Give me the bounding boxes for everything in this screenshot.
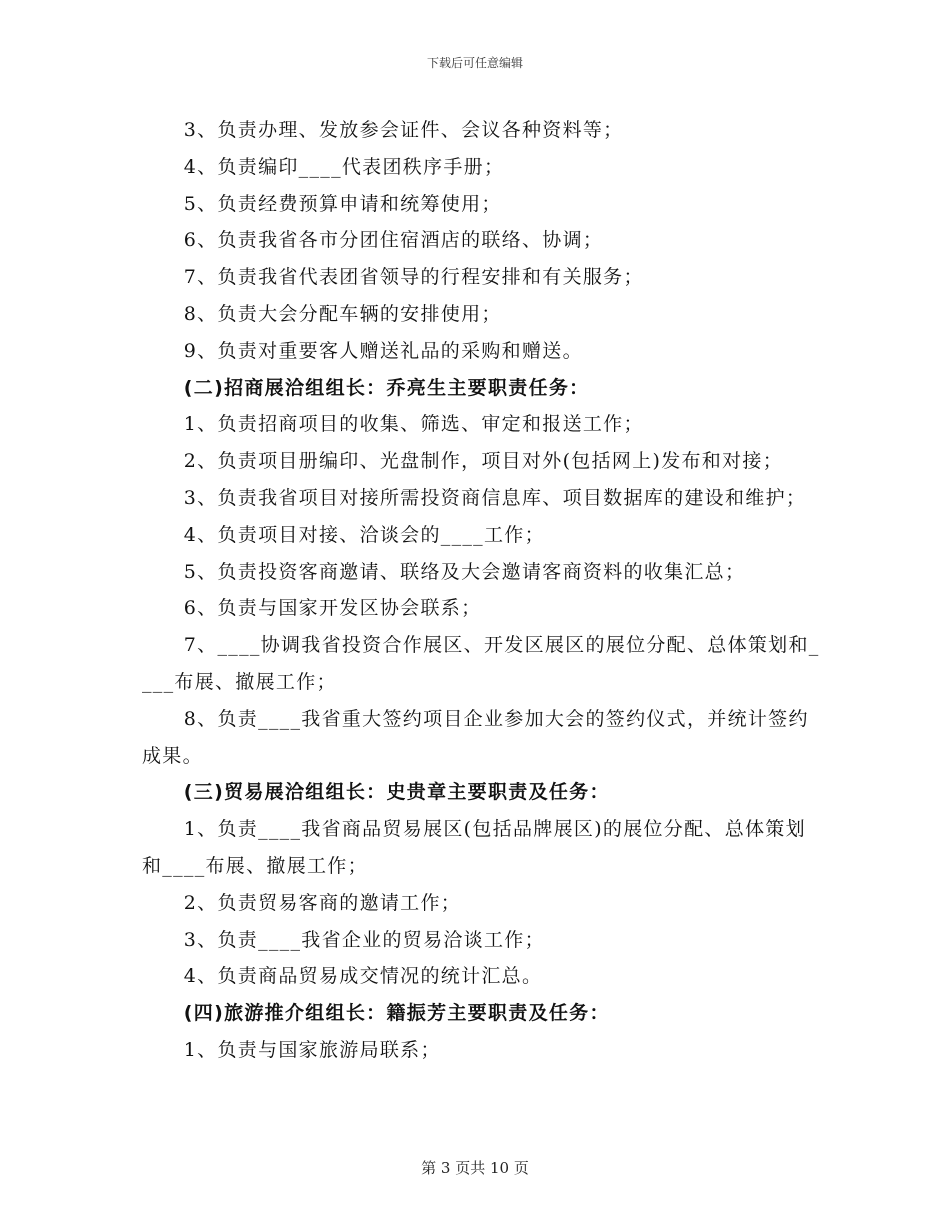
section-heading: (四)旅游推介组组长：籍振芳主要职责及任务： (183, 1002, 610, 1025)
header-note: 下载后可任意编辑 (426, 56, 523, 70)
paragraph: 8、负责____我省重大签约项目企业参加大会的签约仪式，并统计签约成果。 (142, 707, 809, 767)
paragraph: 7、负责我省代表团省领导的行程安排和有关服务； (183, 266, 644, 289)
paragraph: 8、负责大会分配车辆的安排使用； (183, 302, 502, 325)
document-body (142, 112, 822, 1069)
paragraph: 9、负责对重要客人赠送礼品的采购和赠送。 (183, 339, 583, 362)
paragraph: 2、负责项目册编印、光盘制作，项目对外(包括网上)发布和对接； (183, 450, 784, 473)
section-heading: (三)贸易展洽组组长：史贵章主要职责及任务： (183, 781, 610, 804)
paragraph: 3、负责____我省企业的贸易洽谈工作； (183, 928, 545, 951)
page-number: 第 3 页共 10 页 (421, 1159, 529, 1177)
paragraph: 3、负责我省项目对接所需投资商信息库、项目数据库的建设和维护； (183, 486, 807, 509)
paragraph: 1、负责招商项目的收集、筛选、审定和报送工作； (183, 413, 644, 436)
paragraph: 1、负责____我省商品贸易展区(包括品牌展区)的展位分配、总体策划和____布展、撤展工作； (142, 818, 806, 877)
paragraph: 6、负责与国家开发区协会联系； (183, 597, 482, 620)
paragraph: 5、负责投资客商邀请、联络及大会邀请客商资料的收集汇总； (183, 560, 746, 583)
paragraph: 1、负责与国家旅游局联系； (183, 1038, 441, 1061)
paragraph: 4、负责项目对接、洽谈会的____工作； (183, 523, 545, 546)
paragraph: 7、____协调我省投资合作展区、开发区展区的展位分配、总体策划和____布展、撤展工作； (142, 634, 820, 693)
paragraph: 6、负责我省各市分团住宿酒店的联络、协调； (183, 229, 604, 252)
paragraph: 2、负责贸易客商的邀请工作； (183, 891, 462, 914)
section-heading: (二)招商展洽组组长：乔亮生主要职责任务： (183, 376, 590, 399)
paragraph: 4、负责编印____代表团秩序手册； (183, 155, 505, 178)
paragraph: 3、负责办理、发放参会证件、会议各种资料等； (183, 119, 624, 141)
paragraph: 4、负责商品贸易成交情况的统计汇总。 (183, 965, 543, 988)
paragraph: 5、负责经费预算申请和统筹使用； (183, 192, 502, 215)
